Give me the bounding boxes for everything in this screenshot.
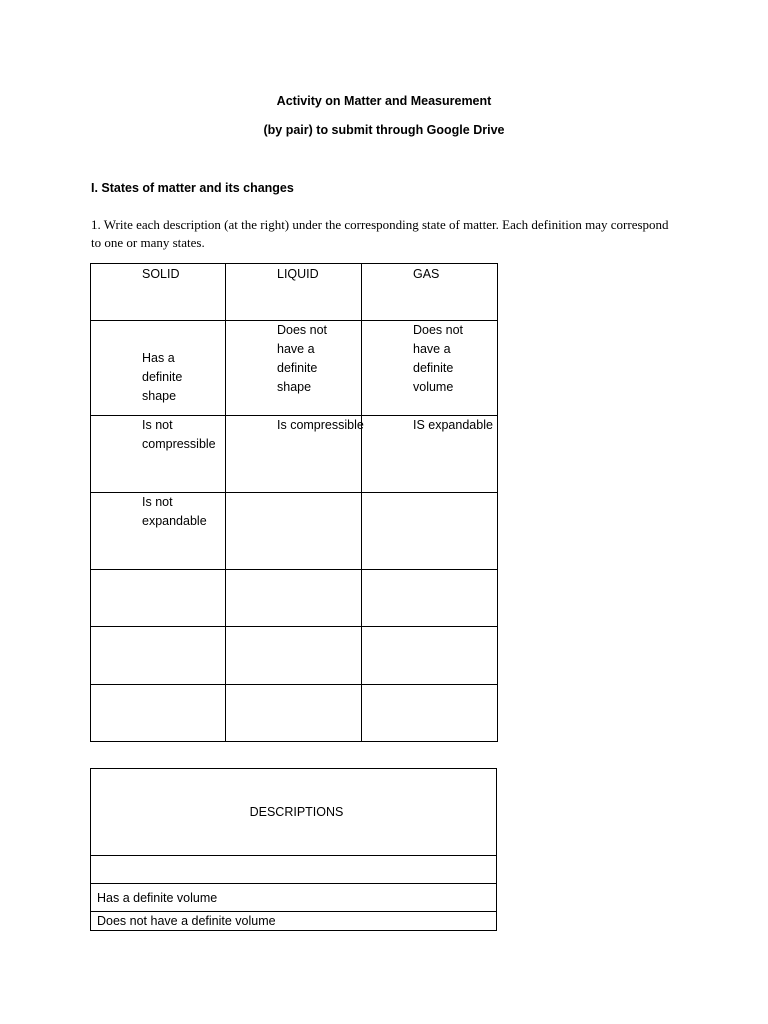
- table-cell: [226, 570, 362, 627]
- table-row: [91, 627, 498, 685]
- document-title: Activity on Matter and Measurement: [276, 94, 492, 108]
- table-row: [91, 416, 498, 493]
- table-cell: IS expandable: [362, 416, 498, 493]
- header-liquid: LIQUID: [226, 264, 362, 321]
- list-item: [91, 912, 497, 931]
- descriptions-header: DESCRIPTIONS: [91, 769, 497, 856]
- table-cell: Is not expandable: [91, 493, 226, 570]
- table-header-row: [91, 264, 498, 321]
- table-cell: [226, 493, 362, 570]
- table-cell: [362, 685, 498, 742]
- table-row: [91, 321, 498, 416]
- header-gas: GAS: [362, 264, 498, 321]
- descriptions-table: [90, 768, 497, 931]
- table-cell: [362, 570, 498, 627]
- descriptions-header-row: [91, 769, 497, 856]
- instruction-text: 1. Write each description (at the right) under the corresponding state of matter. Each definition may correspond to one or many states.: [91, 217, 669, 250]
- description-cell: Has a definite volume: [91, 884, 497, 912]
- table-cell: Does not have a definite volume: [362, 321, 498, 416]
- document-subtitle: (by pair) to submit through Google Drive: [263, 123, 505, 137]
- table-cell: [362, 493, 498, 570]
- description-cell: Does not have a definite volume: [91, 912, 497, 931]
- description-cell: [91, 856, 497, 884]
- states-of-matter-table: [90, 263, 498, 742]
- section-heading: I. States of matter and its changes: [91, 181, 294, 195]
- table-row: [91, 570, 498, 627]
- table-cell: Has a definite shape: [91, 321, 226, 416]
- table-cell: [226, 685, 362, 742]
- table-row: [91, 685, 498, 742]
- table-cell: [91, 627, 226, 685]
- table-cell: [91, 570, 226, 627]
- table-cell: [226, 627, 362, 685]
- table-cell: Is compressible: [226, 416, 362, 493]
- header-solid: SOLID: [91, 264, 226, 321]
- table-cell: Is not compressible: [91, 416, 226, 493]
- table-cell: [362, 627, 498, 685]
- list-item: [91, 884, 497, 912]
- list-item: [91, 856, 497, 884]
- table-row: [91, 493, 498, 570]
- table-cell: [91, 685, 226, 742]
- table-cell: Does not have a definite shape: [226, 321, 362, 416]
